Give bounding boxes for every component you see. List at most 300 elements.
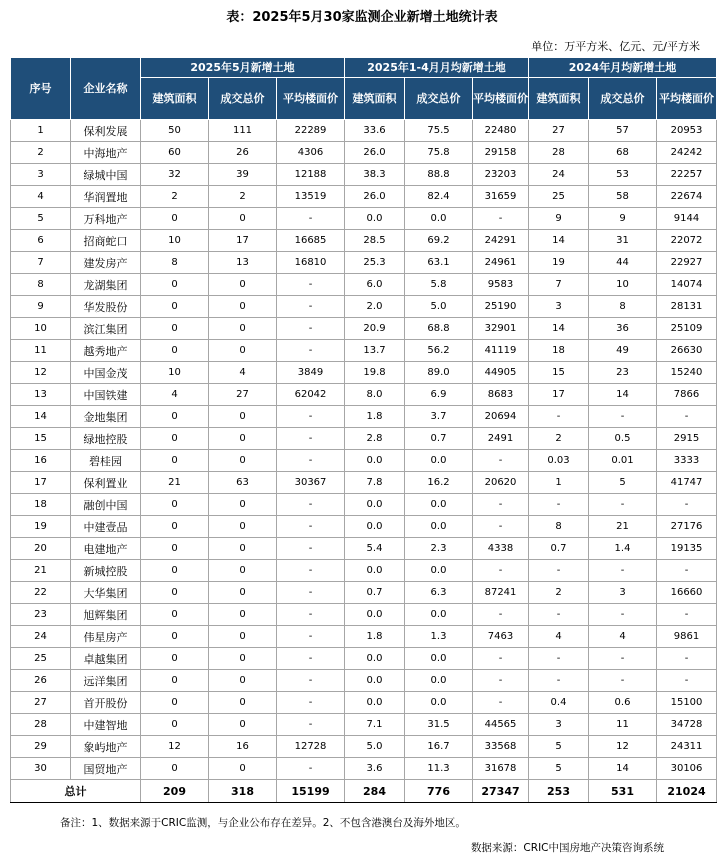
table-cell: - xyxy=(473,516,529,538)
table-cell: 4 xyxy=(209,362,277,384)
table-cell: - xyxy=(277,450,345,472)
total-cell: 21024 xyxy=(657,780,717,803)
table-cell: - xyxy=(473,670,529,692)
company-name-cell: 金地集团 xyxy=(71,406,141,428)
total-row xyxy=(11,780,717,803)
table-row xyxy=(11,472,717,494)
table-cell: - xyxy=(589,648,657,670)
header-area: 建筑面积 xyxy=(345,78,405,120)
table-body xyxy=(11,120,717,803)
header-area: 建筑面积 xyxy=(529,78,589,120)
table-cell: 0 xyxy=(209,494,277,516)
table-cell: - xyxy=(277,648,345,670)
table-cell: 20.9 xyxy=(345,318,405,340)
table-cell: 0 xyxy=(141,692,209,714)
table-row xyxy=(11,736,717,758)
table-cell: - xyxy=(277,318,345,340)
table-row xyxy=(11,208,717,230)
table-cell: - xyxy=(277,560,345,582)
table-cell: 7 xyxy=(11,252,71,274)
table-cell: 111 xyxy=(209,120,277,142)
table-cell: 7.1 xyxy=(345,714,405,736)
table-cell: 2 xyxy=(529,582,589,604)
table-cell: 27 xyxy=(209,384,277,406)
table-cell: 5.0 xyxy=(405,296,473,318)
table-cell: 17 xyxy=(529,384,589,406)
table-cell: 5 xyxy=(11,208,71,230)
total-cell: 253 xyxy=(529,780,589,803)
table-cell: 18 xyxy=(529,340,589,362)
table-cell: 16 xyxy=(11,450,71,472)
table-cell: 1.8 xyxy=(345,406,405,428)
table-row xyxy=(11,428,717,450)
company-name-cell: 绿地控股 xyxy=(71,428,141,450)
table-cell: 0 xyxy=(209,692,277,714)
table-cell: 23 xyxy=(589,362,657,384)
table-cell: - xyxy=(277,692,345,714)
header-total-price: 成交总价 xyxy=(405,78,473,120)
table-cell: 0 xyxy=(209,560,277,582)
table-row xyxy=(11,384,717,406)
table-cell: 24311 xyxy=(657,736,717,758)
table-cell: 15100 xyxy=(657,692,717,714)
table-cell: - xyxy=(657,604,717,626)
header-seq: 序号 xyxy=(11,58,71,120)
table-cell: - xyxy=(589,560,657,582)
total-cell: 776 xyxy=(405,780,473,803)
table-cell: 25.3 xyxy=(345,252,405,274)
table-cell: 22927 xyxy=(657,252,717,274)
table-cell: 1.3 xyxy=(405,626,473,648)
table-cell: 12 xyxy=(141,736,209,758)
total-label: 总计 xyxy=(11,780,141,803)
company-name-cell: 大华集团 xyxy=(71,582,141,604)
table-cell: 7866 xyxy=(657,384,717,406)
table-cell: 31 xyxy=(589,230,657,252)
company-name-cell: 保利置业 xyxy=(71,472,141,494)
table-cell: 60 xyxy=(141,142,209,164)
table-cell: 0 xyxy=(141,758,209,780)
table-cell: - xyxy=(473,648,529,670)
table-cell: - xyxy=(473,692,529,714)
table-cell: 63 xyxy=(209,472,277,494)
table-cell: 1 xyxy=(529,472,589,494)
table-row xyxy=(11,670,717,692)
table-cell: 58 xyxy=(589,186,657,208)
table-cell: 9861 xyxy=(657,626,717,648)
table-cell: 0 xyxy=(209,538,277,560)
company-name-cell: 象屿地产 xyxy=(71,736,141,758)
company-name-cell: 建发房产 xyxy=(71,252,141,274)
table-cell: - xyxy=(277,428,345,450)
table-cell: 34728 xyxy=(657,714,717,736)
table-cell: 24 xyxy=(529,164,589,186)
table-cell: 0.0 xyxy=(405,670,473,692)
table-cell: 75.5 xyxy=(405,120,473,142)
table-cell: 4338 xyxy=(473,538,529,560)
table-row xyxy=(11,362,717,384)
table-cell: 14 xyxy=(589,758,657,780)
table-cell: 1.8 xyxy=(345,626,405,648)
table-cell: 0.0 xyxy=(345,516,405,538)
table-cell: 89.0 xyxy=(405,362,473,384)
table-cell: 22674 xyxy=(657,186,717,208)
header-avg-price: 平均楼面价 xyxy=(277,78,345,120)
table-row xyxy=(11,252,717,274)
table-cell: 0 xyxy=(141,406,209,428)
table-row xyxy=(11,296,717,318)
table-cell: - xyxy=(529,406,589,428)
table-cell: 22289 xyxy=(277,120,345,142)
table-cell: 2 xyxy=(209,186,277,208)
table-cell: 4 xyxy=(529,626,589,648)
company-name-cell: 中海地产 xyxy=(71,142,141,164)
table-row xyxy=(11,692,717,714)
table-cell: 5.8 xyxy=(405,274,473,296)
header-group-jan-apr-2025: 2025年1-4月月均新增土地 xyxy=(345,58,529,78)
table-cell: 38.3 xyxy=(345,164,405,186)
table-cell: 22 xyxy=(11,582,71,604)
table-row xyxy=(11,758,717,780)
table-cell: 0.0 xyxy=(405,494,473,516)
table-cell: 0 xyxy=(209,450,277,472)
table-cell: - xyxy=(657,560,717,582)
table-cell: - xyxy=(277,516,345,538)
table-cell: 5 xyxy=(529,736,589,758)
table-cell: 3 xyxy=(589,582,657,604)
table-cell: 6.0 xyxy=(345,274,405,296)
table-cell: 19 xyxy=(529,252,589,274)
table-cell: 25109 xyxy=(657,318,717,340)
table-cell: 2 xyxy=(11,142,71,164)
land-stats-table xyxy=(10,57,717,803)
table-cell: 0.0 xyxy=(405,450,473,472)
table-cell: 0 xyxy=(141,538,209,560)
table-row xyxy=(11,560,717,582)
table-cell: 16.2 xyxy=(405,472,473,494)
table-cell: - xyxy=(277,494,345,516)
table-cell: 0 xyxy=(209,604,277,626)
table-cell: 25 xyxy=(529,186,589,208)
table-row xyxy=(11,516,717,538)
table-cell: 6 xyxy=(11,230,71,252)
table-cell: 32 xyxy=(141,164,209,186)
table-cell: - xyxy=(277,538,345,560)
table-cell: 26 xyxy=(11,670,71,692)
table-cell: 6.3 xyxy=(405,582,473,604)
table-cell: 20 xyxy=(11,538,71,560)
table-cell: 25 xyxy=(11,648,71,670)
table-cell: - xyxy=(277,340,345,362)
table-row xyxy=(11,230,717,252)
table-cell: 22072 xyxy=(657,230,717,252)
table-cell: 28.5 xyxy=(345,230,405,252)
table-cell: 28131 xyxy=(657,296,717,318)
table-cell: 0.7 xyxy=(405,428,473,450)
table-cell: 14074 xyxy=(657,274,717,296)
table-cell: 22257 xyxy=(657,164,717,186)
table-cell: 6.9 xyxy=(405,384,473,406)
company-name-cell: 碧桂园 xyxy=(71,450,141,472)
table-cell: 11.3 xyxy=(405,758,473,780)
table-row xyxy=(11,186,717,208)
table-cell: 0 xyxy=(209,428,277,450)
table-cell: 2915 xyxy=(657,428,717,450)
table-cell: 21 xyxy=(11,560,71,582)
table-row xyxy=(11,714,717,736)
table-cell: 0 xyxy=(141,340,209,362)
table-cell: 4306 xyxy=(277,142,345,164)
table-cell: 2.0 xyxy=(345,296,405,318)
company-name-cell: 招商蛇口 xyxy=(71,230,141,252)
table-cell: 5 xyxy=(529,758,589,780)
table-cell: 2.8 xyxy=(345,428,405,450)
table-cell: - xyxy=(529,604,589,626)
table-cell: - xyxy=(529,494,589,516)
table-row xyxy=(11,648,717,670)
table-cell: 2 xyxy=(529,428,589,450)
table-cell: 36 xyxy=(589,318,657,340)
table-cell: 24 xyxy=(11,626,71,648)
table-cell: 31678 xyxy=(473,758,529,780)
table-cell: 53 xyxy=(589,164,657,186)
table-cell: 44905 xyxy=(473,362,529,384)
table-cell: 3 xyxy=(11,164,71,186)
table-row xyxy=(11,406,717,428)
table-cell: 87241 xyxy=(473,582,529,604)
table-cell: 0.0 xyxy=(345,670,405,692)
table-cell: 20694 xyxy=(473,406,529,428)
table-cell: - xyxy=(473,208,529,230)
table-cell: 27176 xyxy=(657,516,717,538)
table-cell: 3.7 xyxy=(405,406,473,428)
table-cell: 62042 xyxy=(277,384,345,406)
table-cell: 14 xyxy=(589,384,657,406)
data-source: 数据来源：CRIC中国房地产决策咨询系统 xyxy=(470,842,664,854)
table-cell: 8.0 xyxy=(345,384,405,406)
table-cell: 0 xyxy=(141,516,209,538)
table-cell: 30367 xyxy=(277,472,345,494)
table-cell: 68.8 xyxy=(405,318,473,340)
table-cell: 27 xyxy=(529,120,589,142)
table-cell: 49 xyxy=(589,340,657,362)
table-row xyxy=(11,274,717,296)
table-cell: 13 xyxy=(11,384,71,406)
table-cell: 2.3 xyxy=(405,538,473,560)
table-cell: - xyxy=(277,274,345,296)
table-cell: - xyxy=(277,670,345,692)
table-cell: 0 xyxy=(141,670,209,692)
table-cell: 30 xyxy=(11,758,71,780)
table-cell: - xyxy=(473,450,529,472)
table-cell: - xyxy=(277,208,345,230)
table-cell: 16.7 xyxy=(405,736,473,758)
table-cell: 31659 xyxy=(473,186,529,208)
table-cell: - xyxy=(529,560,589,582)
table-cell: 56.2 xyxy=(405,340,473,362)
table-cell: 0.0 xyxy=(345,450,405,472)
company-name-cell: 国贸地产 xyxy=(71,758,141,780)
table-cell: - xyxy=(277,406,345,428)
header-total-price: 成交总价 xyxy=(209,78,277,120)
table-cell: 0 xyxy=(141,494,209,516)
table-cell: 88.8 xyxy=(405,164,473,186)
total-cell: 531 xyxy=(589,780,657,803)
table-cell: 7.8 xyxy=(345,472,405,494)
table-cell: 5.4 xyxy=(345,538,405,560)
total-cell: 209 xyxy=(141,780,209,803)
table-cell: - xyxy=(657,406,717,428)
table-cell: - xyxy=(473,560,529,582)
table-cell: 14 xyxy=(11,406,71,428)
header-group-may-2025: 2025年5月新增土地 xyxy=(141,58,345,78)
header-group-2024: 2024年月均新增土地 xyxy=(529,58,717,78)
table-cell: 2 xyxy=(141,186,209,208)
table-cell: 0.0 xyxy=(345,604,405,626)
table-cell: 2491 xyxy=(473,428,529,450)
table-cell: 16 xyxy=(209,736,277,758)
company-name-cell: 首开股份 xyxy=(71,692,141,714)
company-name-cell: 万科地产 xyxy=(71,208,141,230)
table-cell: 9 xyxy=(11,296,71,318)
table-cell: 0 xyxy=(209,582,277,604)
company-name-cell: 保利发展 xyxy=(71,120,141,142)
table-cell: 0.0 xyxy=(345,692,405,714)
table-cell: 13.7 xyxy=(345,340,405,362)
table-cell: 1 xyxy=(11,120,71,142)
table-cell: - xyxy=(277,758,345,780)
table-cell: 12 xyxy=(589,736,657,758)
table-cell: 16810 xyxy=(277,252,345,274)
table-cell: 0.0 xyxy=(345,208,405,230)
table-cell: 15240 xyxy=(657,362,717,384)
table-cell: 17 xyxy=(11,472,71,494)
company-name-cell: 中建壹品 xyxy=(71,516,141,538)
table-cell: - xyxy=(529,648,589,670)
company-name-cell: 滨江集团 xyxy=(71,318,141,340)
table-cell: 0 xyxy=(209,626,277,648)
table-cell: 27 xyxy=(11,692,71,714)
table-cell: 9144 xyxy=(657,208,717,230)
table-cell: 57 xyxy=(589,120,657,142)
table-row xyxy=(11,604,717,626)
table-cell: 0 xyxy=(209,340,277,362)
table-cell: 0 xyxy=(141,560,209,582)
table-cell: 8 xyxy=(529,516,589,538)
company-name-cell: 龙湖集团 xyxy=(71,274,141,296)
table-cell: 0.7 xyxy=(345,582,405,604)
table-row xyxy=(11,340,717,362)
table-cell: 0 xyxy=(209,758,277,780)
table-cell: 0 xyxy=(209,406,277,428)
table-cell: 12 xyxy=(11,362,71,384)
table-cell: 7 xyxy=(529,274,589,296)
table-cell: 22480 xyxy=(473,120,529,142)
table-cell: - xyxy=(473,494,529,516)
table-row xyxy=(11,582,717,604)
table-cell: 29 xyxy=(11,736,71,758)
table-cell: 24961 xyxy=(473,252,529,274)
table-title: 表：2025年5月30家监测企业新增土地统计表 xyxy=(226,10,498,25)
table-cell: 0 xyxy=(141,274,209,296)
table-cell: 0 xyxy=(209,318,277,340)
table-cell: 0 xyxy=(141,296,209,318)
table-cell: 0 xyxy=(141,428,209,450)
total-cell: 284 xyxy=(345,780,405,803)
table-cell: 15 xyxy=(529,362,589,384)
table-cell: 8683 xyxy=(473,384,529,406)
table-cell: 44 xyxy=(589,252,657,274)
table-cell: 0 xyxy=(141,450,209,472)
table-cell: 3333 xyxy=(657,450,717,472)
table-cell: - xyxy=(277,582,345,604)
header-company: 企业名称 xyxy=(71,58,141,120)
table-cell: 41119 xyxy=(473,340,529,362)
table-cell: 3.6 xyxy=(345,758,405,780)
table-row xyxy=(11,494,717,516)
table-cell: 28 xyxy=(529,142,589,164)
table-cell: - xyxy=(589,406,657,428)
company-name-cell: 新城控股 xyxy=(71,560,141,582)
table-cell: 0 xyxy=(209,670,277,692)
table-cell: - xyxy=(657,670,717,692)
table-cell: 10 xyxy=(11,318,71,340)
table-cell: 24291 xyxy=(473,230,529,252)
company-name-cell: 融创中国 xyxy=(71,494,141,516)
table-cell: 0 xyxy=(209,516,277,538)
table-cell: 68 xyxy=(589,142,657,164)
table-cell: 0.03 xyxy=(529,450,589,472)
table-cell: 0.0 xyxy=(345,494,405,516)
table-cell: - xyxy=(529,670,589,692)
table-cell: 0 xyxy=(141,626,209,648)
table-cell: 10 xyxy=(141,230,209,252)
header-avg-price: 平均楼面价 xyxy=(657,78,717,120)
table-cell: 0 xyxy=(141,582,209,604)
table-cell: 0 xyxy=(209,208,277,230)
table-cell: 0.5 xyxy=(589,428,657,450)
total-cell: 318 xyxy=(209,780,277,803)
table-cell: 26630 xyxy=(657,340,717,362)
table-cell: 75.8 xyxy=(405,142,473,164)
table-cell: 0.01 xyxy=(589,450,657,472)
table-cell: 20953 xyxy=(657,120,717,142)
table-cell: 20620 xyxy=(473,472,529,494)
table-cell: 19 xyxy=(11,516,71,538)
table-cell: 15 xyxy=(11,428,71,450)
table-cell: 32901 xyxy=(473,318,529,340)
total-cell: 15199 xyxy=(277,780,345,803)
table-cell: 33.6 xyxy=(345,120,405,142)
table-cell: 14 xyxy=(529,318,589,340)
header-total-price: 成交总价 xyxy=(589,78,657,120)
table-cell: 21 xyxy=(141,472,209,494)
table-cell: 26.0 xyxy=(345,142,405,164)
table-row xyxy=(11,626,717,648)
company-name-cell: 中国铁建 xyxy=(71,384,141,406)
table-cell: 19.8 xyxy=(345,362,405,384)
table-cell: - xyxy=(277,626,345,648)
table-cell: 5.0 xyxy=(345,736,405,758)
table-cell: 29158 xyxy=(473,142,529,164)
table-row xyxy=(11,164,717,186)
header-avg-price: 平均楼面价 xyxy=(473,78,529,120)
table-cell: 0 xyxy=(141,648,209,670)
company-name-cell: 电建地产 xyxy=(71,538,141,560)
table-row xyxy=(11,538,717,560)
company-name-cell: 旭辉集团 xyxy=(71,604,141,626)
table-cell: 0 xyxy=(209,296,277,318)
